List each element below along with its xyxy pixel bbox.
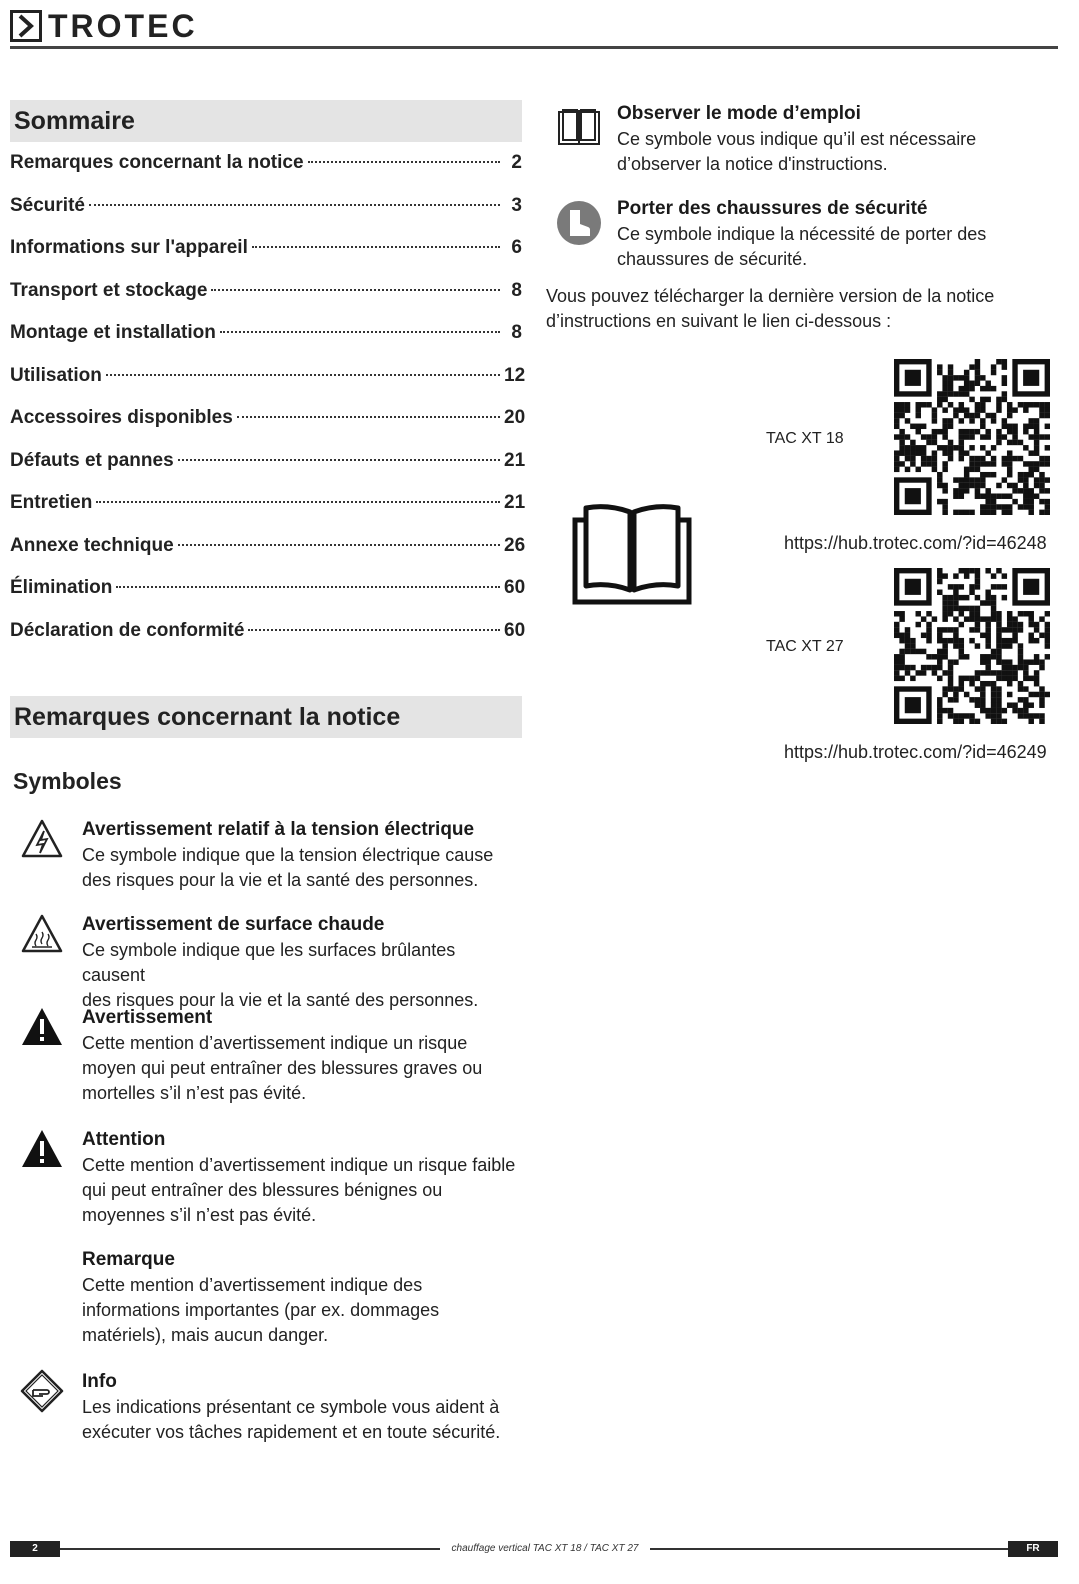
qr-code-icon[interactable] bbox=[894, 359, 1050, 515]
toc-entry-title: Déclaration de conformité bbox=[10, 619, 245, 641]
toc-entry-page: 2 bbox=[511, 152, 522, 173]
page-number: 2 bbox=[10, 1541, 60, 1557]
info-hand-icon bbox=[20, 1369, 64, 1413]
toc-title: Sommaire bbox=[10, 100, 522, 142]
download-note bbox=[546, 284, 1026, 334]
symbol-text: Cette mention d’avertissement indique un risque bbox=[82, 1033, 468, 1053]
toc-entry[interactable] bbox=[10, 407, 526, 450]
symbol-text: des risques pour la vie et la santé des personnes. bbox=[82, 990, 479, 1010]
symbol-heading: Observer le mode d’emploi bbox=[617, 103, 861, 124]
toc-entry[interactable] bbox=[10, 152, 522, 195]
symbol-text: Ce symbole indique que les surfaces brûlantes causent bbox=[82, 940, 456, 985]
toc-entry[interactable] bbox=[10, 492, 526, 535]
toc-list bbox=[10, 152, 526, 662]
electric-warning-icon bbox=[20, 817, 64, 861]
hot-surface-icon bbox=[20, 912, 64, 956]
toc-entry-title: Remarques concernant la notice bbox=[10, 152, 304, 173]
page-footer bbox=[10, 1541, 1058, 1557]
toc-entry-page: 6 bbox=[511, 237, 522, 258]
symbol-heading: Avertissement de surface chaude bbox=[82, 914, 385, 935]
symbol-text: des risques pour la vie et la santé des personnes. bbox=[82, 870, 479, 890]
document-title: chauffage vertical TAC XT 18 / TAC XT 27 bbox=[440, 1542, 650, 1556]
chevron-right-icon bbox=[10, 10, 42, 42]
manual-book-icon bbox=[556, 105, 602, 151]
language-code: FR bbox=[1008, 1541, 1058, 1557]
toc-entry-title: Utilisation bbox=[10, 364, 102, 386]
symbol-text: matériels), mais aucun danger. bbox=[82, 1325, 329, 1345]
symbol-heading: Avertissement bbox=[82, 1007, 213, 1028]
qr-code-icon[interactable] bbox=[894, 568, 1050, 724]
toc-entry[interactable] bbox=[10, 237, 522, 280]
download-link[interactable]: https://hub.trotec.com/?id=46249 bbox=[784, 742, 1047, 762]
safety-boot-icon bbox=[556, 200, 602, 246]
symbol-heading: Attention bbox=[82, 1129, 166, 1150]
toc-entry[interactable] bbox=[10, 364, 526, 408]
toc-entry-page: 12 bbox=[504, 364, 526, 386]
manual-book-large-icon bbox=[572, 504, 692, 608]
notice-section bbox=[10, 696, 522, 738]
symbols-title: Symboles bbox=[13, 768, 122, 794]
toc-entry[interactable] bbox=[10, 280, 522, 323]
toc-entry-title: Montage et installation bbox=[10, 322, 216, 343]
toc-entry[interactable] bbox=[10, 619, 526, 663]
symbol-text: Ce symbole vous indique qu’il est nécessaire bbox=[617, 129, 977, 149]
toc-entry-title: Annexe technique bbox=[10, 534, 174, 556]
download-text: d’instructions en suivant le lien ci-dessous : bbox=[546, 311, 892, 331]
toc-entry-title: Informations sur l'appareil bbox=[10, 237, 248, 258]
symbol-text: mortelles s’il n’est pas évité. bbox=[82, 1083, 307, 1103]
toc-entry-title: Accessoires disponibles bbox=[10, 407, 233, 428]
symbol-text: Les indications présentant ce symbole vous aident à bbox=[82, 1397, 500, 1417]
table-of-contents bbox=[10, 100, 526, 662]
symbol-text: Cette mention d’avertissement indique des bbox=[82, 1275, 423, 1295]
symbol-text: qui peut entraîner des blessures bénignes ou bbox=[82, 1180, 443, 1200]
symbol-heading: Remarque bbox=[82, 1249, 175, 1270]
toc-entry-page: 3 bbox=[511, 194, 522, 216]
symbol-text: Ce symbole indique que la tension électrique cause bbox=[82, 845, 494, 865]
toc-entry-page: 8 bbox=[511, 322, 522, 343]
toc-entry-page: 21 bbox=[504, 492, 526, 513]
toc-entry-page: 8 bbox=[511, 279, 522, 301]
brand-name: TROTEC bbox=[48, 8, 198, 44]
symbol-text: Cette mention d’avertissement indique un risque faible bbox=[82, 1155, 516, 1175]
symbol-text: exécuter vos tâches rapidement et en toute sécurité. bbox=[82, 1422, 501, 1442]
toc-entry-page: 26 bbox=[504, 534, 526, 556]
symbol-text: chaussures de sécurité. bbox=[617, 249, 808, 269]
toc-entry-title: Élimination bbox=[10, 577, 113, 598]
qr-label: TAC XT 27 bbox=[766, 638, 844, 655]
warning-icon bbox=[20, 1005, 64, 1049]
download-text: Vous pouvez télécharger la dernière version de la notice bbox=[546, 286, 995, 306]
qr-label: TAC XT 18 bbox=[766, 430, 844, 447]
toc-entry-page: 60 bbox=[504, 619, 526, 641]
toc-entry[interactable] bbox=[10, 577, 526, 620]
header-divider bbox=[10, 46, 1058, 49]
toc-entry[interactable] bbox=[10, 534, 526, 578]
brand-logo bbox=[10, 10, 198, 42]
symbol-text: moyennes s’il n’est pas évité. bbox=[82, 1205, 317, 1225]
attention-icon bbox=[20, 1127, 64, 1171]
toc-entry-page: 60 bbox=[504, 577, 526, 598]
symbol-heading: Porter des chaussures de sécurité bbox=[617, 198, 928, 219]
toc-entry-title: Entretien bbox=[10, 492, 93, 513]
symbol-heading: Avertissement relatif à la tension électrique bbox=[82, 819, 475, 840]
notice-title: Remarques concernant la notice bbox=[10, 696, 522, 738]
toc-entry[interactable] bbox=[10, 322, 522, 365]
toc-entry-title: Défauts et pannes bbox=[10, 449, 174, 471]
toc-entry-page: 21 bbox=[504, 449, 526, 471]
symbol-text: moyen qui peut entraîner des blessures graves ou bbox=[82, 1058, 483, 1078]
symbol-text: d’observer la notice d'instructions. bbox=[617, 154, 888, 174]
toc-entry[interactable] bbox=[10, 449, 526, 493]
symbol-text: informations importantes (par ex. dommages bbox=[82, 1300, 440, 1320]
toc-entry-title: Transport et stockage bbox=[10, 279, 208, 301]
toc-entry-page: 20 bbox=[504, 407, 526, 428]
symbol-heading: Info bbox=[82, 1371, 117, 1392]
toc-entry[interactable] bbox=[10, 195, 522, 238]
symbol-text: Ce symbole indique la nécessité de porter des bbox=[617, 224, 987, 244]
download-link[interactable]: https://hub.trotec.com/?id=46248 bbox=[784, 533, 1047, 553]
toc-entry-title: Sécurité bbox=[10, 194, 85, 216]
page-header bbox=[10, 8, 1058, 52]
